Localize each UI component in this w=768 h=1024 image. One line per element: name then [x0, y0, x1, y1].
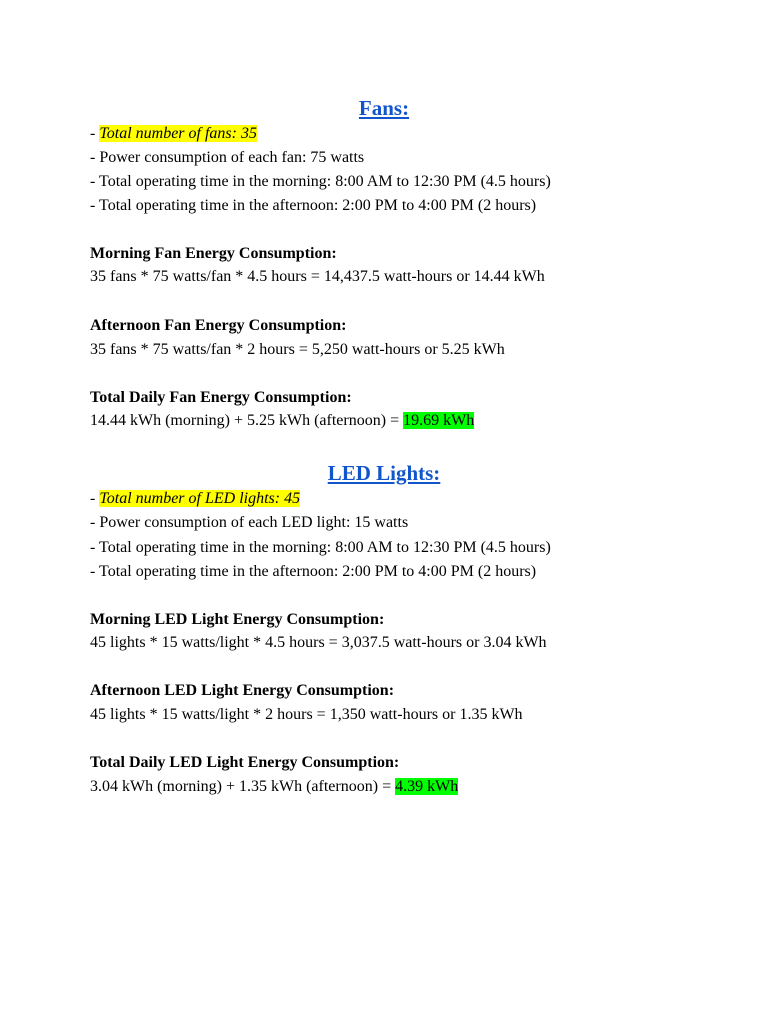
fans-count-line [90, 123, 257, 145]
bullet-prefix: - [90, 490, 100, 507]
fans-total-calc-text: 14.44 kWh (morning) + 5.25 kWh (afternoon) = [90, 412, 404, 429]
led-total-calc-text: 3.04 kWh (morning) + 1.35 kWh (afternoon) = [90, 778, 396, 795]
led-morning-time-line: - Total operating time in the morning: 8:00 AM to 12:30 PM (4.5 hours) [90, 539, 551, 556]
led-count-line [90, 488, 300, 510]
led-total-title: Total Daily LED Light Energy Consumption: [90, 754, 400, 771]
fans-total-calc [90, 410, 474, 432]
fans-morning-title: Morning Fan Energy Consumption: [90, 245, 337, 262]
led-power-line: - Power consumption of each LED light: 15 watts [90, 514, 409, 531]
fans-power-line: - Power consumption of each fan: 75 watts [90, 149, 365, 166]
led-morning-title: Morning LED Light Energy Consumption: [90, 611, 385, 628]
fans-heading: Fans: [358, 96, 410, 120]
led-heading: LED Lights: [327, 461, 441, 485]
fans-afternoon-time-line: - Total operating time in the afternoon: 2:00 PM to 4:00 PM (2 hours) [90, 197, 537, 214]
led-afternoon-time-line: - Total operating time in the afternoon: 2:00 PM to 4:00 PM (2 hours) [90, 563, 537, 580]
fans-afternoon-title: Afternoon Fan Energy Consumption: [90, 317, 347, 334]
fans-morning-time-line: - Total operating time in the morning: 8:00 AM to 12:30 PM (4.5 hours) [90, 173, 551, 190]
fans-total-value-highlight: 19.69 kWh [403, 412, 475, 429]
bullet-prefix: - [90, 125, 100, 142]
fans-afternoon-calc: 35 fans * 75 watts/fan * 2 hours = 5,250 watt-hours or 5.25 kWh [90, 341, 505, 358]
fans-count-highlight: Total number of fans: 35 [99, 125, 257, 142]
fans-morning-calc: 35 fans * 75 watts/fan * 4.5 hours = 14,437.5 watt-hours or 14.44 kWh [90, 268, 545, 285]
led-afternoon-title: Afternoon LED Light Energy Consumption: [90, 682, 395, 699]
led-total-value-highlight: 4.39 kWh [395, 778, 459, 795]
led-afternoon-calc: 45 lights * 15 watts/light * 2 hours = 1,350 watt-hours or 1.35 kWh [90, 706, 523, 723]
led-morning-calc: 45 lights * 15 watts/light * 4.5 hours = 3,037.5 watt-hours or 3.04 kWh [90, 634, 547, 651]
led-count-highlight: Total number of LED lights: 45 [99, 490, 301, 507]
led-total-calc [90, 776, 458, 798]
fans-total-title: Total Daily Fan Energy Consumption: [90, 389, 352, 406]
